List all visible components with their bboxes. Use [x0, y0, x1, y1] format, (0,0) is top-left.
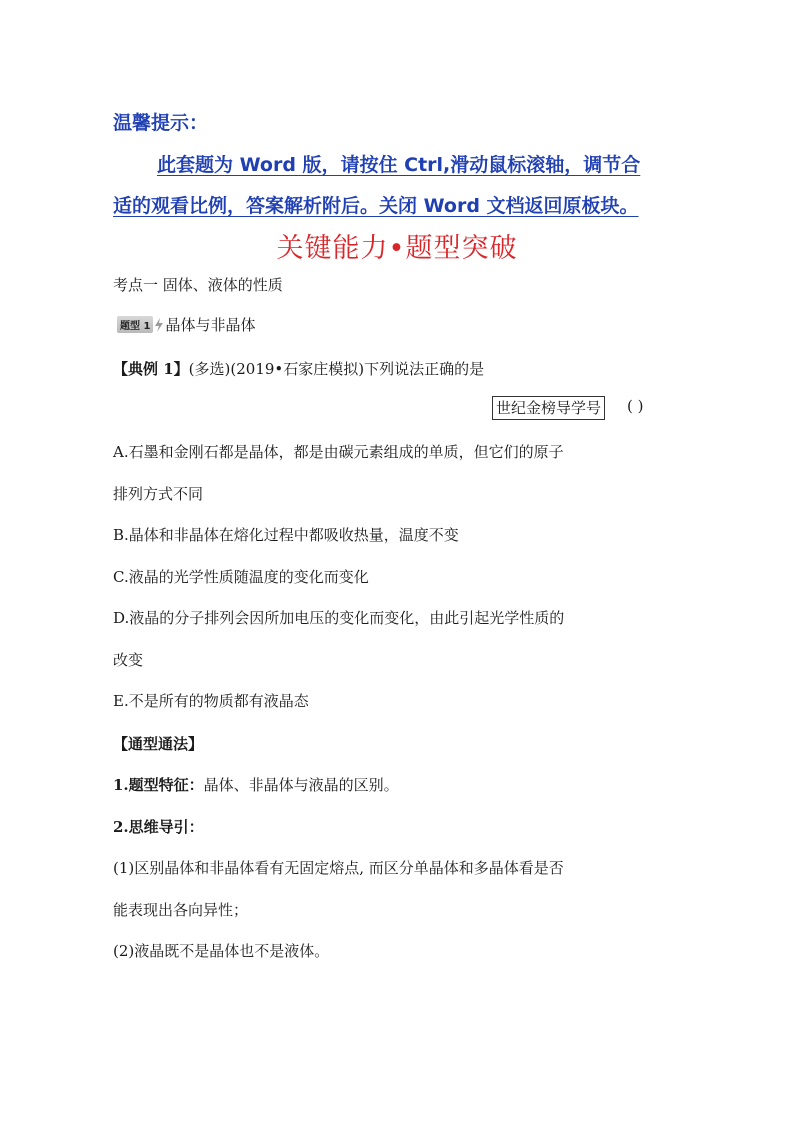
tip-label: 温馨提示：	[113, 112, 209, 134]
feature-text: 晶体、非晶体与液晶的区别。	[203, 776, 399, 794]
example-text: (多选)(2019•石家庄模拟)下列说法正确的是	[188, 360, 485, 378]
option-a-line-1: A.石墨和金刚石都是晶体，都是由碳元素组成的单质，但它们的原子	[113, 443, 564, 461]
section-title: 关键能力•题型突破	[276, 233, 518, 264]
question-type-tag	[117, 314, 255, 335]
answer-paren: ( )	[627, 397, 644, 415]
example-question	[113, 358, 484, 379]
guide-point-1-line-2: 能表现出各向异性；	[113, 901, 249, 919]
tip-line-2: 适的观看比例，答案解析附后。关闭 Word 文档返回原板块。	[113, 195, 639, 217]
question-type-label: 晶体与非晶体	[165, 316, 256, 334]
question-type-badge: 题型 1	[117, 316, 153, 333]
example-head: 【典例 1】	[113, 360, 189, 378]
guide-point-2: (2)液晶既不是晶体也不是液体。	[113, 942, 330, 960]
feature-label: 1.题型特征：	[113, 776, 204, 794]
guide-box: 世纪金榜导学号	[492, 396, 605, 420]
guide-label: 2.思维导引：	[113, 818, 204, 836]
method-feature	[113, 774, 399, 795]
option-a-line-2: 排列方式不同	[113, 485, 204, 503]
tip-line-1: 此套题为 Word 版，请按住 Ctrl,滑动鼠标滚轴，调节合	[157, 154, 641, 176]
option-e: E.不是所有的物质都有液晶态	[113, 692, 309, 710]
topic-heading: 考点一 固体、液体的性质	[113, 276, 283, 294]
option-c: C.液晶的光学性质随温度的变化而变化	[113, 568, 369, 586]
lightning-icon	[154, 318, 164, 332]
option-d-line-1: D.液晶的分子排列会因所加电压的变化而变化，由此引起光学性质的	[113, 609, 565, 627]
guide-point-1-line-1: (1)区别晶体和非晶体看有无固定熔点, 而区分单晶体和多晶体看是否	[113, 859, 564, 877]
option-d-line-2: 改变	[113, 651, 144, 669]
option-b: B.晶体和非晶体在熔化过程中都吸收热量，温度不变	[113, 526, 459, 544]
method-header: 【通型通法】	[113, 735, 204, 753]
